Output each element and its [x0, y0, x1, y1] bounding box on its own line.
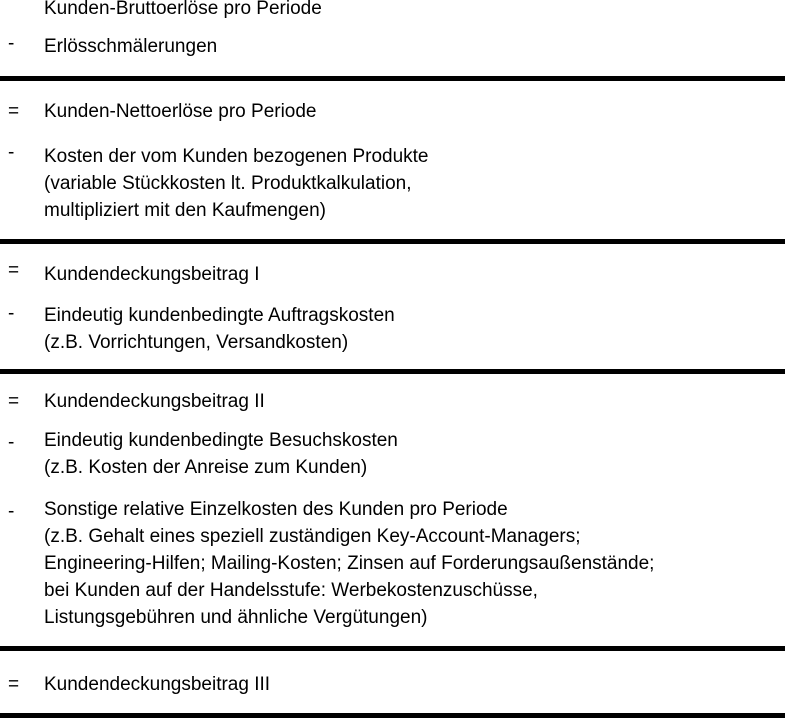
row-symbol: =	[8, 674, 20, 695]
row-label-line-3: multipliziert mit den Kaufmengen)	[44, 200, 326, 221]
row-label: Kunden-Bruttoerlöse pro Periode	[44, 0, 322, 19]
row-label-line-1: Kosten der vom Kunden bezogenen Produkte	[44, 146, 429, 167]
divider-line	[0, 369, 785, 374]
row-symbol: =	[8, 260, 20, 281]
row-label-line-4: bei Kunden auf der Handelsstufe: Werbekostenzuschüsse,	[44, 580, 538, 601]
row-label: Kundendeckungsbeitrag III	[44, 674, 271, 695]
row-label-line-3: Engineering-Hilfen; Mailing-Kosten; Zinsen auf Forderungsaußenstände;	[44, 553, 655, 574]
divider-line	[0, 646, 785, 651]
divider-line	[0, 239, 785, 244]
row-symbol: -	[8, 501, 15, 522]
divider-line	[0, 713, 785, 718]
row-label-line-2: (z.B. Kosten der Anreise zum Kunden)	[44, 457, 368, 478]
row-label-line-2: (variable Stückkosten lt. Produktkalkulation,	[44, 173, 412, 194]
row-symbol: -	[8, 33, 15, 54]
row-symbol: =	[8, 101, 20, 122]
row-label: Kunden-Nettoerlöse pro Periode	[44, 101, 317, 122]
row-label-line-1: Eindeutig kundenbedingte Auftragskosten	[44, 305, 395, 326]
row-label: Kundendeckungsbeitrag II	[44, 391, 265, 412]
row-label: Kundendeckungsbeitrag I	[44, 264, 260, 285]
divider-line	[0, 76, 785, 81]
row-label-line-5: Listungsgebühren und ähnliche Vergütungen)	[44, 607, 428, 628]
row-label-line-1: Sonstige relative Einzelkosten des Kunden pro Periode	[44, 499, 508, 520]
row-symbol: -	[8, 432, 15, 453]
row-symbol: -	[8, 142, 15, 163]
row-label-line-2: (z.B. Gehalt eines speziell zuständigen Key-Account-Managers;	[44, 526, 581, 547]
row-label: Erlösschmälerungen	[44, 36, 218, 57]
row-symbol: -	[8, 303, 15, 324]
row-label-line-2: (z.B. Vorrichtungen, Versandkosten)	[44, 332, 349, 353]
row-symbol: =	[8, 391, 20, 412]
row-label-line-1: Eindeutig kundenbedingte Besuchskosten	[44, 430, 398, 451]
